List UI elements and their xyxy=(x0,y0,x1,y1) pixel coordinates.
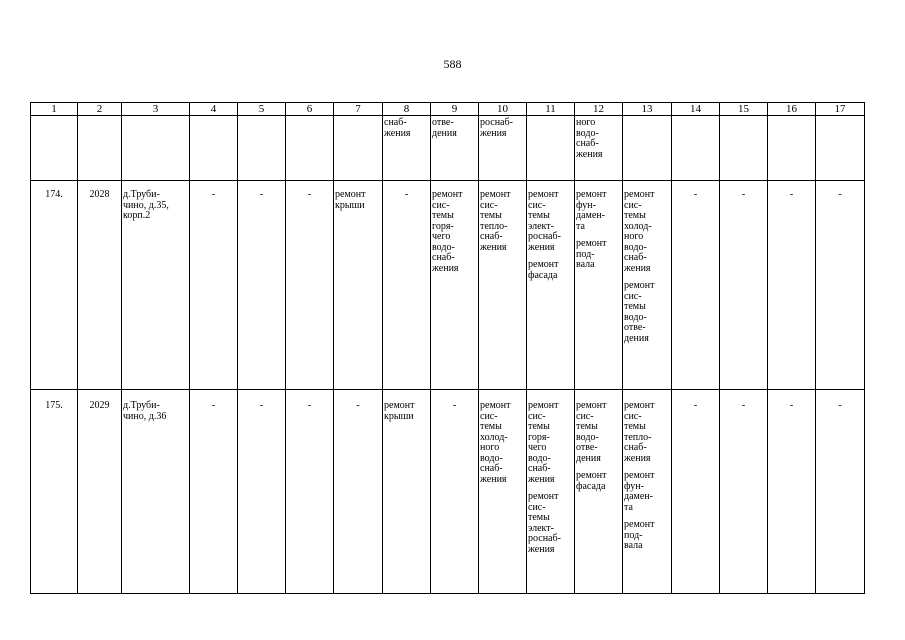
table-cell xyxy=(672,116,720,181)
column-number: 5 xyxy=(238,103,286,116)
table-cell xyxy=(78,181,122,390)
table-cell xyxy=(31,181,78,390)
cell-text: - xyxy=(789,189,794,200)
column-number: 12 xyxy=(575,103,623,116)
table-cell xyxy=(238,116,286,181)
cell-text: отве- дения xyxy=(432,117,457,139)
table-cell xyxy=(575,390,623,594)
cell-text: ремонт сис- темы тепло- снаб- жения xyxy=(624,400,655,464)
cell-text: ремонт сис- темы элект- роснаб- жения xyxy=(528,189,561,253)
table-cell xyxy=(431,116,479,181)
table-cell xyxy=(334,116,383,181)
table-cell xyxy=(623,181,672,390)
table-row xyxy=(31,390,865,594)
cell-text: ремонт фун- дамен- та xyxy=(624,470,655,513)
cell-text: ремонт сис- темы холод- ного водо- снаб- жения xyxy=(624,189,655,274)
table-cell xyxy=(527,181,575,390)
table-cell xyxy=(527,116,575,181)
cell-text: 2028 xyxy=(89,189,110,200)
table-row xyxy=(31,181,865,390)
table-cell xyxy=(623,116,672,181)
table-cell xyxy=(190,116,238,181)
table-cell xyxy=(768,116,816,181)
cell-text: ремонт сис- темы водо- отве- дения xyxy=(624,280,655,344)
cell-text: ремонт сис- темы водо- отве- дения xyxy=(576,400,607,464)
cell-text: - xyxy=(693,400,698,411)
cell-text: - xyxy=(211,400,216,411)
cell-text: роснаб- жения xyxy=(480,117,513,139)
table-cell xyxy=(575,116,623,181)
cell-text: - xyxy=(211,189,216,200)
cell-text: снаб- жения xyxy=(384,117,411,139)
page-number: 588 xyxy=(443,57,462,71)
cell-text: - xyxy=(452,400,457,411)
table-cell xyxy=(122,181,190,390)
cell-text: ремонт фасада xyxy=(528,259,559,281)
table-cell xyxy=(672,390,720,594)
cell-text: - xyxy=(838,400,842,411)
table-cell xyxy=(575,181,623,390)
cell-text: ремонт сис- темы тепло- снаб- жения xyxy=(480,189,511,253)
column-number: 8 xyxy=(383,103,431,116)
column-number: 13 xyxy=(623,103,672,116)
column-number: 4 xyxy=(190,103,238,116)
cell-text: - xyxy=(693,189,698,200)
cell-text: 175. xyxy=(45,400,63,411)
column-number: 17 xyxy=(816,103,865,116)
column-number: 1 xyxy=(31,103,78,116)
cell-text: ремонт сис- темы холод- ного водо- снаб- жения xyxy=(480,400,511,485)
table-cell xyxy=(768,181,816,390)
table-cell xyxy=(122,116,190,181)
column-number: 3 xyxy=(122,103,190,116)
table-cell xyxy=(479,116,527,181)
table-cell xyxy=(623,390,672,594)
table-cell xyxy=(479,390,527,594)
cell-text: - xyxy=(838,189,842,200)
cell-text: - xyxy=(307,400,312,411)
cell-text: - xyxy=(307,189,312,200)
cell-text: ремонт крыши xyxy=(384,400,415,422)
column-number: 9 xyxy=(431,103,479,116)
cell-text: ремонт крыши xyxy=(335,189,366,211)
cell-text: ного водо- снаб- жения xyxy=(576,117,603,160)
column-number: 15 xyxy=(720,103,768,116)
table-cell xyxy=(720,181,768,390)
table-cell xyxy=(190,390,238,594)
cell-text: ремонт сис- темы горя- чего водо- снаб- жения xyxy=(432,189,463,274)
column-number-row xyxy=(31,103,865,116)
table-cell xyxy=(672,181,720,390)
continuation-row xyxy=(31,116,865,181)
column-number: 14 xyxy=(672,103,720,116)
table-cell xyxy=(431,181,479,390)
table-cell xyxy=(31,390,78,594)
table-cell xyxy=(238,181,286,390)
table-cell xyxy=(383,116,431,181)
column-number: 6 xyxy=(286,103,334,116)
table-cell xyxy=(816,116,865,181)
cell-text: - xyxy=(259,400,264,411)
table-cell xyxy=(238,390,286,594)
table-cell xyxy=(334,181,383,390)
table-cell xyxy=(431,390,479,594)
cell-text: - xyxy=(789,400,794,411)
table-cell xyxy=(383,181,431,390)
table-cell xyxy=(78,116,122,181)
column-number: 16 xyxy=(768,103,816,116)
cell-text: - xyxy=(741,189,746,200)
repair-plan-table xyxy=(30,102,865,594)
cell-text: - xyxy=(404,189,409,200)
column-number: 10 xyxy=(479,103,527,116)
table-cell xyxy=(527,390,575,594)
cell-text: ремонт под- вала xyxy=(576,238,607,270)
cell-text: ремонт сис- темы элект- роснаб- жения xyxy=(528,491,561,555)
cell-text: д.Труби- чино, д.36 xyxy=(123,400,167,422)
table-cell xyxy=(768,390,816,594)
table-cell xyxy=(190,181,238,390)
cell-text: ремонт фун- дамен- та xyxy=(576,189,607,232)
cell-text: д.Труби- чино, д.35, корп.2 xyxy=(123,189,169,221)
table-cell xyxy=(286,181,334,390)
column-number: 2 xyxy=(78,103,122,116)
table-cell xyxy=(720,116,768,181)
column-number: 11 xyxy=(527,103,575,116)
table-cell xyxy=(479,181,527,390)
cell-text: ремонт под- вала xyxy=(624,519,655,551)
table-cell xyxy=(383,390,431,594)
table-cell xyxy=(286,116,334,181)
table-cell xyxy=(334,390,383,594)
table-cell xyxy=(78,390,122,594)
table-cell xyxy=(816,390,865,594)
cell-text: ремонт сис- темы горя- чего водо- снаб- жения xyxy=(528,400,559,485)
table-cell xyxy=(286,390,334,594)
cell-text: 174. xyxy=(45,189,63,200)
column-number: 7 xyxy=(334,103,383,116)
cell-text: - xyxy=(741,400,746,411)
table-cell xyxy=(31,116,78,181)
table-cell xyxy=(816,181,865,390)
cell-text: ремонт фасада xyxy=(576,470,607,492)
table-cell xyxy=(122,390,190,594)
cell-text: 2029 xyxy=(89,400,110,411)
table-cell xyxy=(720,390,768,594)
cell-text: - xyxy=(259,189,264,200)
cell-text: - xyxy=(356,400,360,411)
